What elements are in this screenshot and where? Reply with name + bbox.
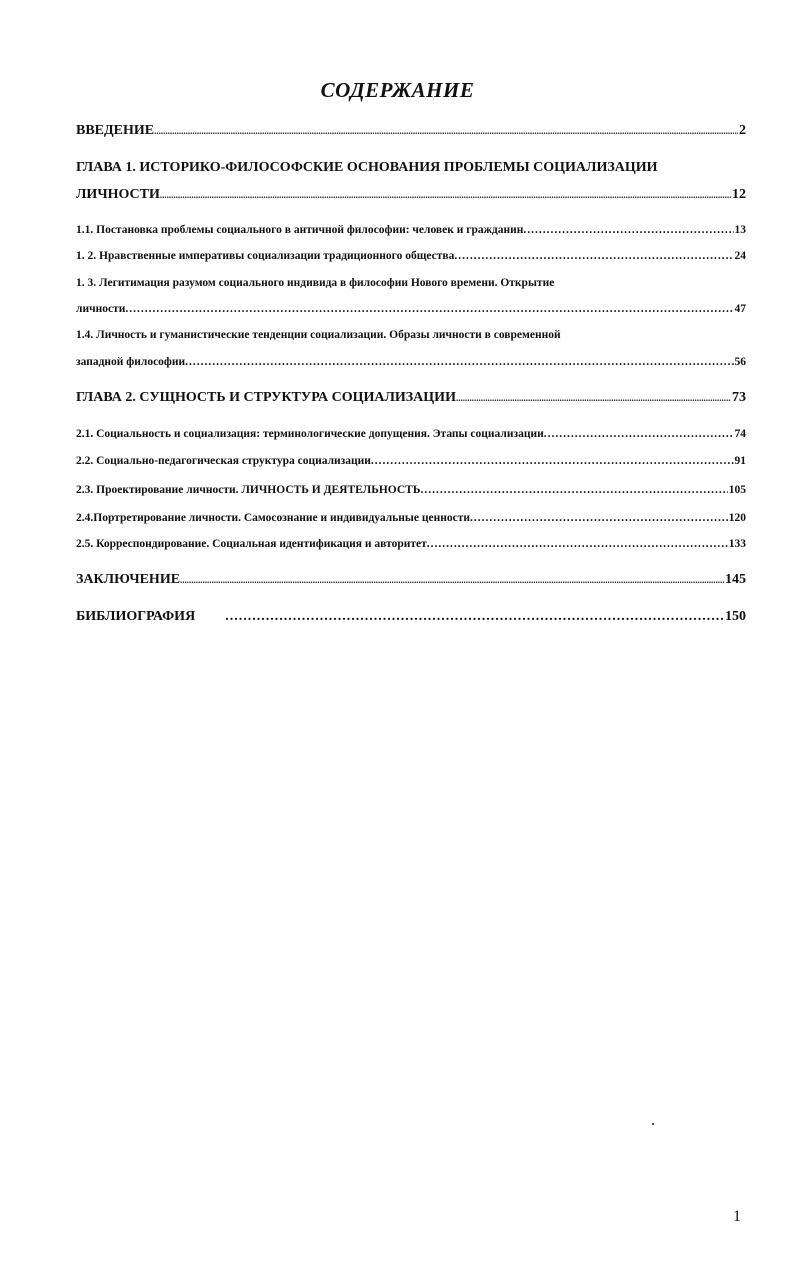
toc-leader-dots — [185, 356, 733, 368]
toc-leader-dots — [470, 512, 728, 524]
toc-chapter1-line1[interactable]: ГЛАВА 1. ИСТОРИКО-ФИЛОСОФСКИЕ ОСНОВАНИЯ ПРОБЛЕМЫ СОЦИАЛИЗАЦИИ — [76, 160, 658, 175]
toc-leader-dots — [180, 572, 724, 588]
scan-speck — [652, 1123, 654, 1125]
toc-entry-title: ГЛАВА 2. СУЩНОСТЬ И СТРУКТУРА СОЦИАЛИЗАЦИИ — [76, 390, 456, 405]
toc-entry-title: 2.1. Социальность и социализация: терминологические допущения. Этапы социализации — [76, 428, 544, 440]
toc-leader-dots — [427, 538, 728, 550]
toc-entry-2-3[interactable] — [76, 484, 746, 496]
toc-page-number: 91 — [734, 455, 746, 467]
toc-entry-2-5[interactable] — [76, 538, 746, 550]
toc-entry-title: БИБЛИОГРАФИЯ — [76, 609, 196, 624]
toc-entry-conclusion[interactable] — [76, 572, 746, 588]
toc-page-number: 105 — [728, 484, 746, 496]
toc-page-number: 13 — [734, 224, 746, 236]
toc-page-number: 47 — [734, 303, 746, 315]
toc-leader-dots — [154, 123, 738, 139]
toc-page-number: 133 — [728, 538, 746, 550]
toc-entry-title: западной философии — [76, 356, 186, 368]
toc-leader-dots — [225, 609, 724, 625]
toc-entry-1-4[interactable] — [76, 356, 746, 368]
toc-page-number: 145 — [725, 572, 746, 587]
page-title: СОДЕРЖАНИЕ — [320, 78, 475, 102]
toc-entry-title: ЛИЧНОСТИ — [76, 187, 160, 202]
toc-page-number: 24 — [734, 250, 746, 262]
page-number: 1 — [733, 1208, 741, 1225]
toc-leader-dots — [456, 390, 731, 406]
toc-entry-title: 2.5. Корреспондирование. Социальная идентификация и авторитет — [76, 538, 427, 550]
toc-page-number: 74 — [734, 428, 746, 440]
toc-entry-chapter2[interactable] — [76, 390, 746, 406]
toc-entry-title: личности — [76, 303, 126, 315]
toc-leader-dots — [523, 224, 733, 236]
toc-leader-dots — [160, 187, 731, 203]
toc-page-number: 2 — [739, 123, 746, 138]
toc-leader-dots — [371, 455, 734, 467]
toc-leader-dots — [125, 303, 733, 315]
toc-entry-bibliography[interactable] — [76, 609, 746, 625]
toc-entry-title: ВВЕДЕНИЕ — [76, 123, 155, 138]
toc-leader-dots — [454, 250, 733, 262]
toc-page-number: 120 — [728, 512, 746, 524]
toc-entry-1-3[interactable] — [76, 303, 746, 315]
toc-page-number: 12 — [732, 187, 746, 202]
toc-entry-title: 1. 2. Нравственные императивы социализации традиционного общества — [76, 250, 455, 262]
toc-entry-title: 2.3. Проектирование личности. ЛИЧНОСТЬ И ДЕЯТЕЛЬНОСТЬ — [76, 484, 421, 496]
toc-entry-title: 2.2. Социально-педагогическая структура социализации — [76, 455, 371, 467]
toc-leader-dots — [544, 428, 734, 440]
toc-page-number: 56 — [734, 356, 746, 368]
toc-entry-title: 2.4.Портретирование личности. Самосознание и индивидуальные ценности — [76, 512, 470, 524]
toc-entry-2-4[interactable] — [76, 512, 746, 524]
toc-entry-1-1[interactable] — [76, 224, 746, 236]
toc-leader-dots — [420, 484, 727, 496]
toc-page-number: 150 — [725, 609, 746, 624]
toc-page-number: 73 — [732, 390, 746, 405]
toc-entry-2-1[interactable] — [76, 428, 746, 440]
toc-entry-intro[interactable] — [76, 123, 746, 139]
toc-entry-1-3-line1[interactable]: 1. 3. Легитимация разумом социального индивида в философии Нового времени. Открытие — [76, 277, 555, 289]
toc-entry-1-2[interactable] — [76, 250, 746, 262]
toc-entry-title: 1.1. Постановка проблемы социального в античной философии: человек и гражданин — [76, 224, 524, 236]
toc-entry-2-2[interactable] — [76, 455, 746, 467]
toc-entry-title: ЗАКЛЮЧЕНИЕ — [76, 572, 181, 587]
toc-entry-1-4-line1[interactable]: 1.4. Личность и гуманистические тенденции социализации. Образы личности в современной — [76, 329, 561, 341]
toc-entry-chapter1[interactable] — [76, 187, 746, 203]
